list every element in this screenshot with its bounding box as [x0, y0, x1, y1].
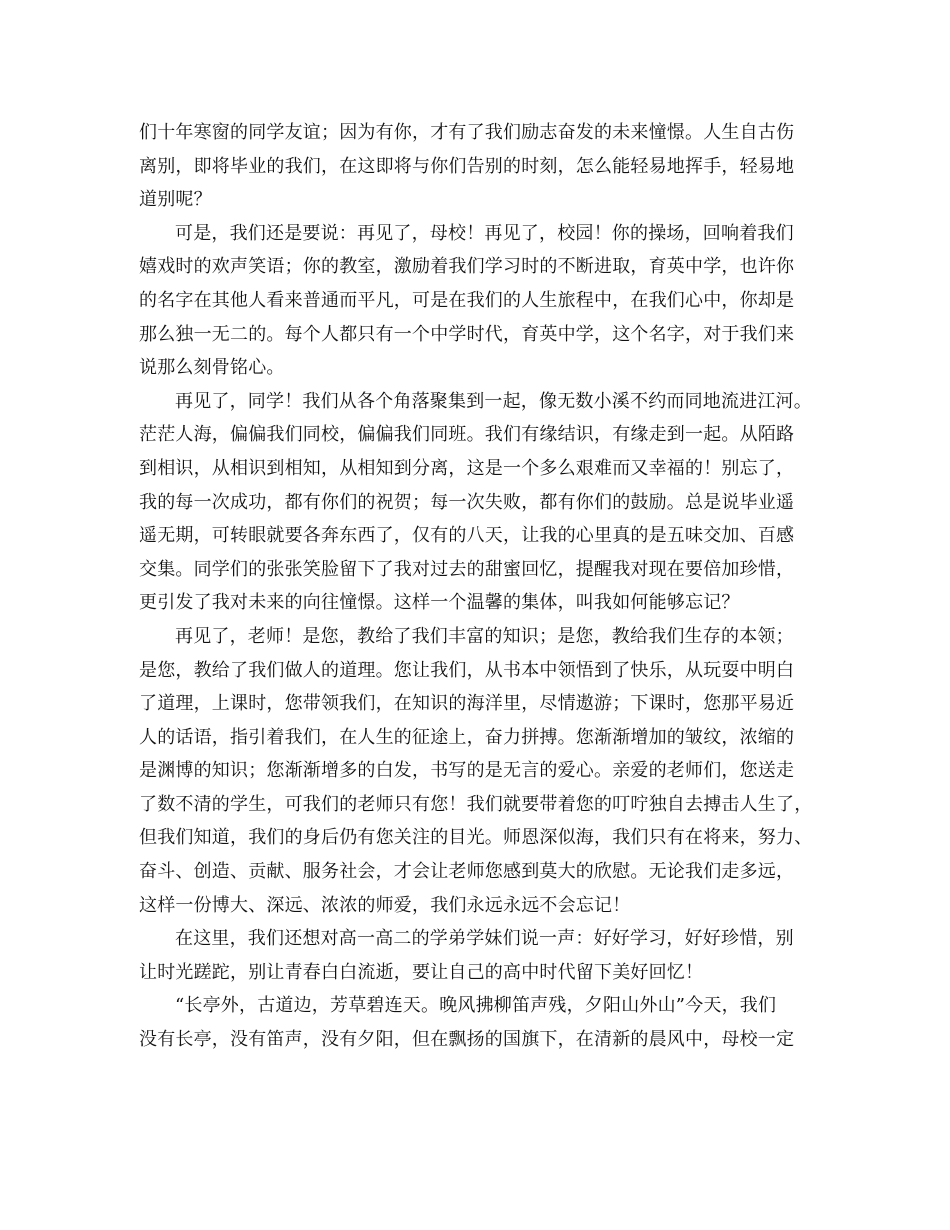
text-line: 奋斗、创造、贡献、服务社会，才会让老师您感到莫大的欣慰。无论我们走多远， — [139, 861, 795, 883]
text-line: 了道理，上课时，您带领我们，在知识的海洋里，尽情遨游；下课时，您那平易近 — [139, 693, 795, 715]
text-line: 再见了，老师！是您，教给了我们丰富的知识；是您，教给我们生存的本领； — [175, 625, 794, 647]
text-line: 人的话语，指引着我们，在人生的征途上，奋力拼搏。您渐渐增加的皱纹，浓缩的 — [139, 726, 795, 748]
text-line: 更引发了我对未来的向往憧憬。这样一个温馨的集体，叫我如何能够忘记？ — [139, 592, 740, 614]
text-line: 没有长亭，没有笛声，没有夕阳，但在飘扬的国旗下，在清新的晨风中，母校一定 — [139, 1029, 795, 1051]
text-line: 交集。同学们的张张笑脸留下了我对过去的甜蜜回忆，提醒我对现在要倍加珍惜， — [139, 558, 795, 580]
text-line: 说那么刻骨铭心。 — [139, 357, 285, 379]
text-line: 那么独一无二的。每个人都只有一个中学时代，育英中学，这个名字，对于我们来 — [139, 323, 795, 345]
text-line: 是您，教给了我们做人的道理。您让我们，从书本中领悟到了快乐，从玩耍中明白 — [139, 659, 795, 681]
text-line: 在这里，我们还想对高一高二的学弟学妹们说一声：好好学习，好好珍惜，别 — [175, 928, 794, 950]
text-line: 再见了，同学！我们从各个角落聚集到一起，像无数小溪不约而同地流进江河。 — [175, 390, 812, 412]
text-line: 到相识，从相识到相知，从相知到分离，这是一个多么艰难而又幸福的！别忘了， — [139, 457, 795, 479]
text-line: 嬉戏时的欢声笑语；你的教室，激励着我们学习时的不断进取，育英中学，也许你 — [139, 256, 795, 278]
text-line: 茫茫人海，偏偏我们同校，偏偏我们同班。我们有缘结识，有缘走到一起。从陌路 — [139, 424, 795, 446]
text-line: 是渊博的知识；您渐渐增多的白发，书写的是无言的爱心。亲爱的老师们，您送走 — [139, 760, 795, 782]
text-line: 道别呢？ — [139, 189, 212, 211]
text-line: 离别，即将毕业的我们，在这即将与你们告别的时刻，怎么能轻易地挥手，轻易地 — [139, 155, 795, 177]
text-line: 但我们知道，我们的身后仍有您关注的目光。师恩深似海，我们只有在将来，努力、 — [139, 827, 813, 849]
text-line: 的名字在其他人看来普通而平凡，可是在我们的人生旅程中，在我们心中，你却是 — [139, 289, 795, 311]
document-body — [139, 116, 815, 1057]
text-line: 我的每一次成功，都有你们的祝贺；每一次失败，都有你们的鼓励。总是说毕业遥 — [139, 491, 795, 513]
text-line: 遥无期，可转眼就要各奔东西了，仅有的八天，让我的心里真的是五味交加、百感 — [139, 525, 795, 547]
text-line: 可是，我们还是要说：再见了，母校！再见了，校园！你的操场，回响着我们 — [175, 222, 794, 244]
text-line: “长亭外，古道边，芳草碧连天。晚风拂柳笛声残，夕阳山外山”今天，我们 — [175, 995, 777, 1017]
text-line: 了数不清的学生，可我们的老师只有您！我们就要带着您的叮咛独自去搏击人生了， — [139, 793, 813, 815]
text-line: 让时光蹉跎，别让青春白白流逝，要让自己的高中时代留下美好回忆！ — [139, 961, 704, 983]
text-line: 这样一份博大、深远、浓浓的师爱，我们永远永远不会忘记！ — [139, 894, 631, 916]
text-line: 们十年寒窗的同学友谊；因为有你，才有了我们励志奋发的未来憧憬。人生自古伤 — [139, 122, 795, 143]
